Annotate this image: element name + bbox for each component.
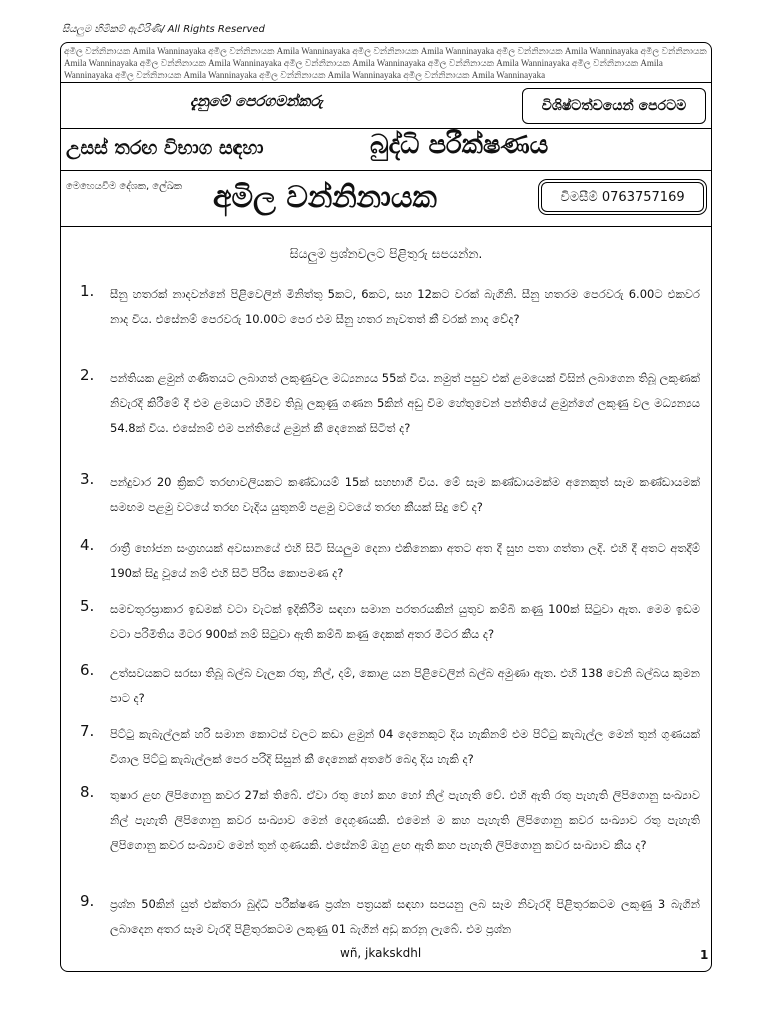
question-item: [70, 661, 700, 711]
question-item: [70, 282, 700, 332]
divider: [60, 170, 712, 171]
question-item: [70, 597, 700, 647]
question-text: ප්‍රශ්න 50කින් යුත් එක්තරා බුද්ධි පරීක්ෂණ ප්‍රශ්න පත්‍රයක් සඳහා සපයනු ලබ සෑම නිවැරදි පිළිතුරකටම ලකුණු 3 බැගින් ලබාදෙන අතර සෑම වැරදි පිළිතුරකටම ලකුණු 01 බැගින් අඩු කරනු ලැබේ. එම ප්‍රශ්න: [110, 897, 700, 936]
grade-title: උසස් තරඟ විභාග සඳහා: [66, 137, 264, 159]
question-number: 9.: [80, 892, 95, 910]
divider: [60, 128, 712, 129]
expert-badge: විශිෂ්ටත්වයෙන් පෙරටම: [522, 88, 706, 124]
author-label: මෙහෙයවීම දේශක, ලේඛක: [66, 181, 183, 192]
question-number: 4.: [80, 536, 95, 554]
question-text: උත්සවයකට සරසා තිබූ බල්බ වැලක රතු, නිල්, දම්, කොළ යන පිළිවෙලින් බල්බ අමුණා ඇත. එහි 138 වෙනි බල්බය කුමන පාට ද?: [110, 666, 700, 705]
question-number: 3.: [80, 470, 95, 488]
question-number: 1.: [80, 282, 95, 300]
question-text: රාත්‍රී භෝජන සංග්‍රහයක් අවසානයේ එහි සිටි සියලුම දෙනා එකිනෙකා අතට අත දී සුභ පතා ගත්තා ලදි. එහි දී අතට අතදීම් 190ක් සිදු වූයේ නම් එහි සිටි පිරිස කොපමණ ද?: [110, 541, 700, 580]
question-item: [70, 470, 700, 520]
question-number: 8.: [80, 783, 95, 801]
rights-notice: සියලුම හිමිකම් ඇවිරිණි/ All Rights Reserved: [62, 24, 265, 35]
question-item: [70, 366, 700, 441]
question-item: [70, 722, 700, 772]
subject-title: බුද්ධි පරීක්ෂණය: [370, 130, 549, 160]
question-text: සමචතුරස්‍රාකාර ඉඩමක් වටා වැටක් ඉදිකිරීම සඳහා සමාන පරතරයකින් යුතුව කම්බි කණු 100ක් සිටුවා ඇත. මෙම ඉඩම වටා පරිමිතිය මීටර 900ක් නම් සිටුවා ඇති කම්බි කණු දෙකක් අතර මීටර කීය ද?: [110, 602, 700, 641]
footer-code: wñ, jkakskdhl: [340, 946, 422, 960]
page-number: 1: [700, 948, 709, 962]
question-number: 2.: [80, 366, 95, 384]
question-number: 5.: [80, 597, 95, 615]
question-text: පන්දුවාර 20 ක්‍රිකට් තරඟාවලියකට කණ්ඩායම් 15ක් සහභාගී විය. මේ සෑම කණ්ඩායමක්ම අනෙකුත් සෑම කණ්ඩායමක් සමඟම පළමු වටයේ තරඟ වැදිය යුතුනම් පළමු වටයේ තරඟ කීයක් සිදු වේ ද?: [110, 475, 700, 514]
author-name: අමිල වන්නිනායක: [213, 180, 437, 215]
question-text: තුෂාර ළඟ ලිපිගොනු කවර 27ක් තිබේ. ඒවා රතු හෝ කහ හෝ නිල් පැහැති වේ. එහි ඇති රතු පැහැති ලිපිගොනු සංඛ්‍යාව නිල් පැහැති ලිපිගොනු කවර සංඛ්‍යාව මෙන් දෙගුණයකි. එමෙන් ම කහ පැහැති ලිපිගොනු කවර සංඛ්‍යාව රතු පැහැති ලිපිගොනු කවර සංඛ්‍යාව මෙන් තුන් ගුණයකි. එසේනම් ඔහු ළඟ ඇති කහ පැහැති ලිපිගොනු කවර සංඛ්‍යාව කීය ද?: [110, 788, 700, 852]
watermark-band: අමිල වන්නිනායක Amila Wanninayaka අමිල වන්නිනායක Amila Wanninayaka අමිල වන්නිනායක Amila Wanninayaka අමිල වන්නිනායක Amila Wanninayaka අමිල වන්නිනායක Amila Wanninayaka අමිල වන්නිනායක Amila Wanninayaka අමිල වන්නිනායක Amila Wanninayaka අමිල වන්නිනායක Amila Wanninayaka අමිල වන්නිනායක Amila Wanninayaka අමිල වන්නිනායක Amila Wanninayaka අමිල වන්නිනායක Amila Wanninayaka අමිල වන්නිනායක Amila Wanninayaka: [64, 46, 707, 80]
question-item: [70, 783, 700, 858]
divider: [60, 226, 712, 227]
question-text: පිට්ටු කැබැල්ලක් හරි සමාන කොටස් වලට කඩා ළමුන් 04 දෙනෙකුට දිය හැකිනම් එම පිට්ටු කැබැල්ල මෙන් තුන් ගුණයක් විශාල පිට්ටු කැබැල්ලක් පෙර පරිදි සිසුන් කී දෙනෙක් අතරේ බෙදා දිය හැකි ද?: [110, 727, 700, 766]
question-item: [70, 536, 700, 586]
question-item: [70, 892, 700, 936]
instruction: සියලුම ප්‍රශ්නවලට පිළිතුරු සපයන්න.: [289, 246, 483, 261]
question-text: සීනු හතරක් නාදවන්නේ පිළිවෙලින් මිනිත්තු 5කට, 6කට, සහ 12කට වරක් බැගිනි. සීනු හතරම පෙරවරු 6.00ට එකවර නාද විය. එසේනම් පෙරවරු 10.00ට පෙර එම සීනු හතර නැවතත් කී වරක් නාද වේද?: [110, 287, 700, 326]
question-number: 6.: [80, 661, 95, 679]
question-number: 7.: [80, 722, 95, 740]
divider: [60, 82, 712, 83]
series-title: දැනුමේ පෙරගමන්කරු: [190, 92, 323, 110]
question-text: පන්තියක ළමුන් ගණිතයට ලබාගත් ලකුණුවල මධ්‍යන්‍යය 55ක් විය. නමුත් පසුව එක් ළමයෙක් විසින් ලබාගෙන තිබූ ලකුණක් නිවැරදි කිරීමේ දී එම ළමයාට හිමිව තිබූ ලකුණු ගණන 5කින් අඩු විම හේතුවෙන් පන්තියේ ළමුන්ගේ ලකුණු වල මධ්‍යන්‍යය 54.8ක් විය. එසේනම් එම පන්තියේ ළමුන් කී දෙනෙක් සිටිත් ද?: [110, 371, 700, 435]
phone-box: විමසීම් 0763757169: [541, 182, 704, 212]
